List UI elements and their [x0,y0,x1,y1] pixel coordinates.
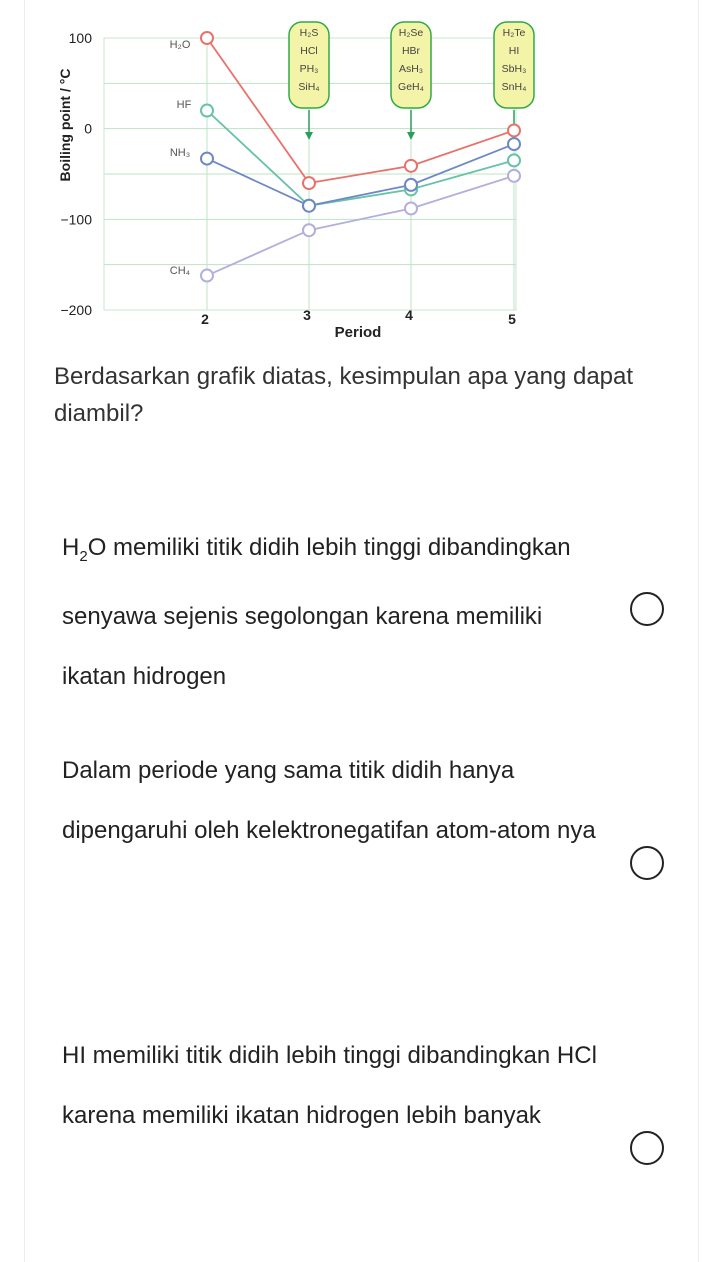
y-tick-label: 100 [68,30,92,46]
data-point [508,154,520,166]
data-point [201,32,213,44]
question-text: Berdasarkan grafik diatas, kesimpulan apa yang dapat diambil? [54,363,634,427]
option-2-radio[interactable] [630,846,664,880]
series-label: CH₄ [169,265,191,277]
group-box-label: H₂Te [502,27,526,39]
data-point [405,202,417,214]
x-tick-label: 3 [303,307,311,323]
group-box-label: H₂Se [398,27,424,39]
boiling-point-chart [0,0,720,350]
x-tick-label: 5 [508,311,516,327]
series-line [207,38,514,183]
data-point [303,224,315,236]
option-3-text: HI memiliki titik didih lebih tinggi dibandingkan HCl karena memiliki ikatan hidrogen lebih banyak [62,1042,597,1129]
data-point [405,160,417,172]
group-box-label: SbH₃ [501,63,527,75]
group-box-label: HCl [300,45,318,57]
data-point [508,124,520,136]
series-label: NH₃ [169,147,191,159]
series-label: HF [176,99,192,111]
data-point [303,200,315,212]
series-line [207,176,514,276]
data-point [508,138,520,150]
data-point [303,177,315,189]
option-1-radio[interactable] [630,592,664,626]
x-axis-label: Period [334,324,382,341]
x-tick-label: 4 [405,307,413,323]
group-box-label: SnH₄ [501,81,527,93]
series-line [207,111,514,206]
group-arrow-head [305,132,313,140]
option-3-radio[interactable] [630,1131,664,1165]
group-box-label: AsH₃ [398,63,424,75]
group-box-label: H₂S [299,27,319,39]
option-1-text: $H_2O$ memiliki titik didih lebih tinggi dibandingkan senyawa sejenis segolongan karena memiliki ikatan hidrogen [62,534,571,690]
group-arrow-head [407,132,415,140]
y-tick-label: −200 [60,302,92,318]
data-point [405,179,417,191]
data-point [201,105,213,117]
group-box-label: HBr [401,45,421,57]
data-point [508,170,520,182]
group-box-label: HI [508,45,520,57]
group-box-label: PH₃ [299,63,319,75]
data-point [201,270,213,282]
y-axis-label: Boiling point / °C [57,68,73,182]
data-point [201,153,213,165]
y-tick-label: 0 [84,120,92,137]
y-tick-label: −100 [60,211,92,228]
x-tick-label: 2 [201,311,209,327]
series-label: H₂O [169,39,191,51]
group-box-label: GeH₄ [398,81,424,93]
group-box-label: SiH₄ [298,81,320,93]
option-2-text: Dalam periode yang sama titik didih hanya dipengaruhi oleh kelektronegatifan atom-atom nya [62,757,596,844]
